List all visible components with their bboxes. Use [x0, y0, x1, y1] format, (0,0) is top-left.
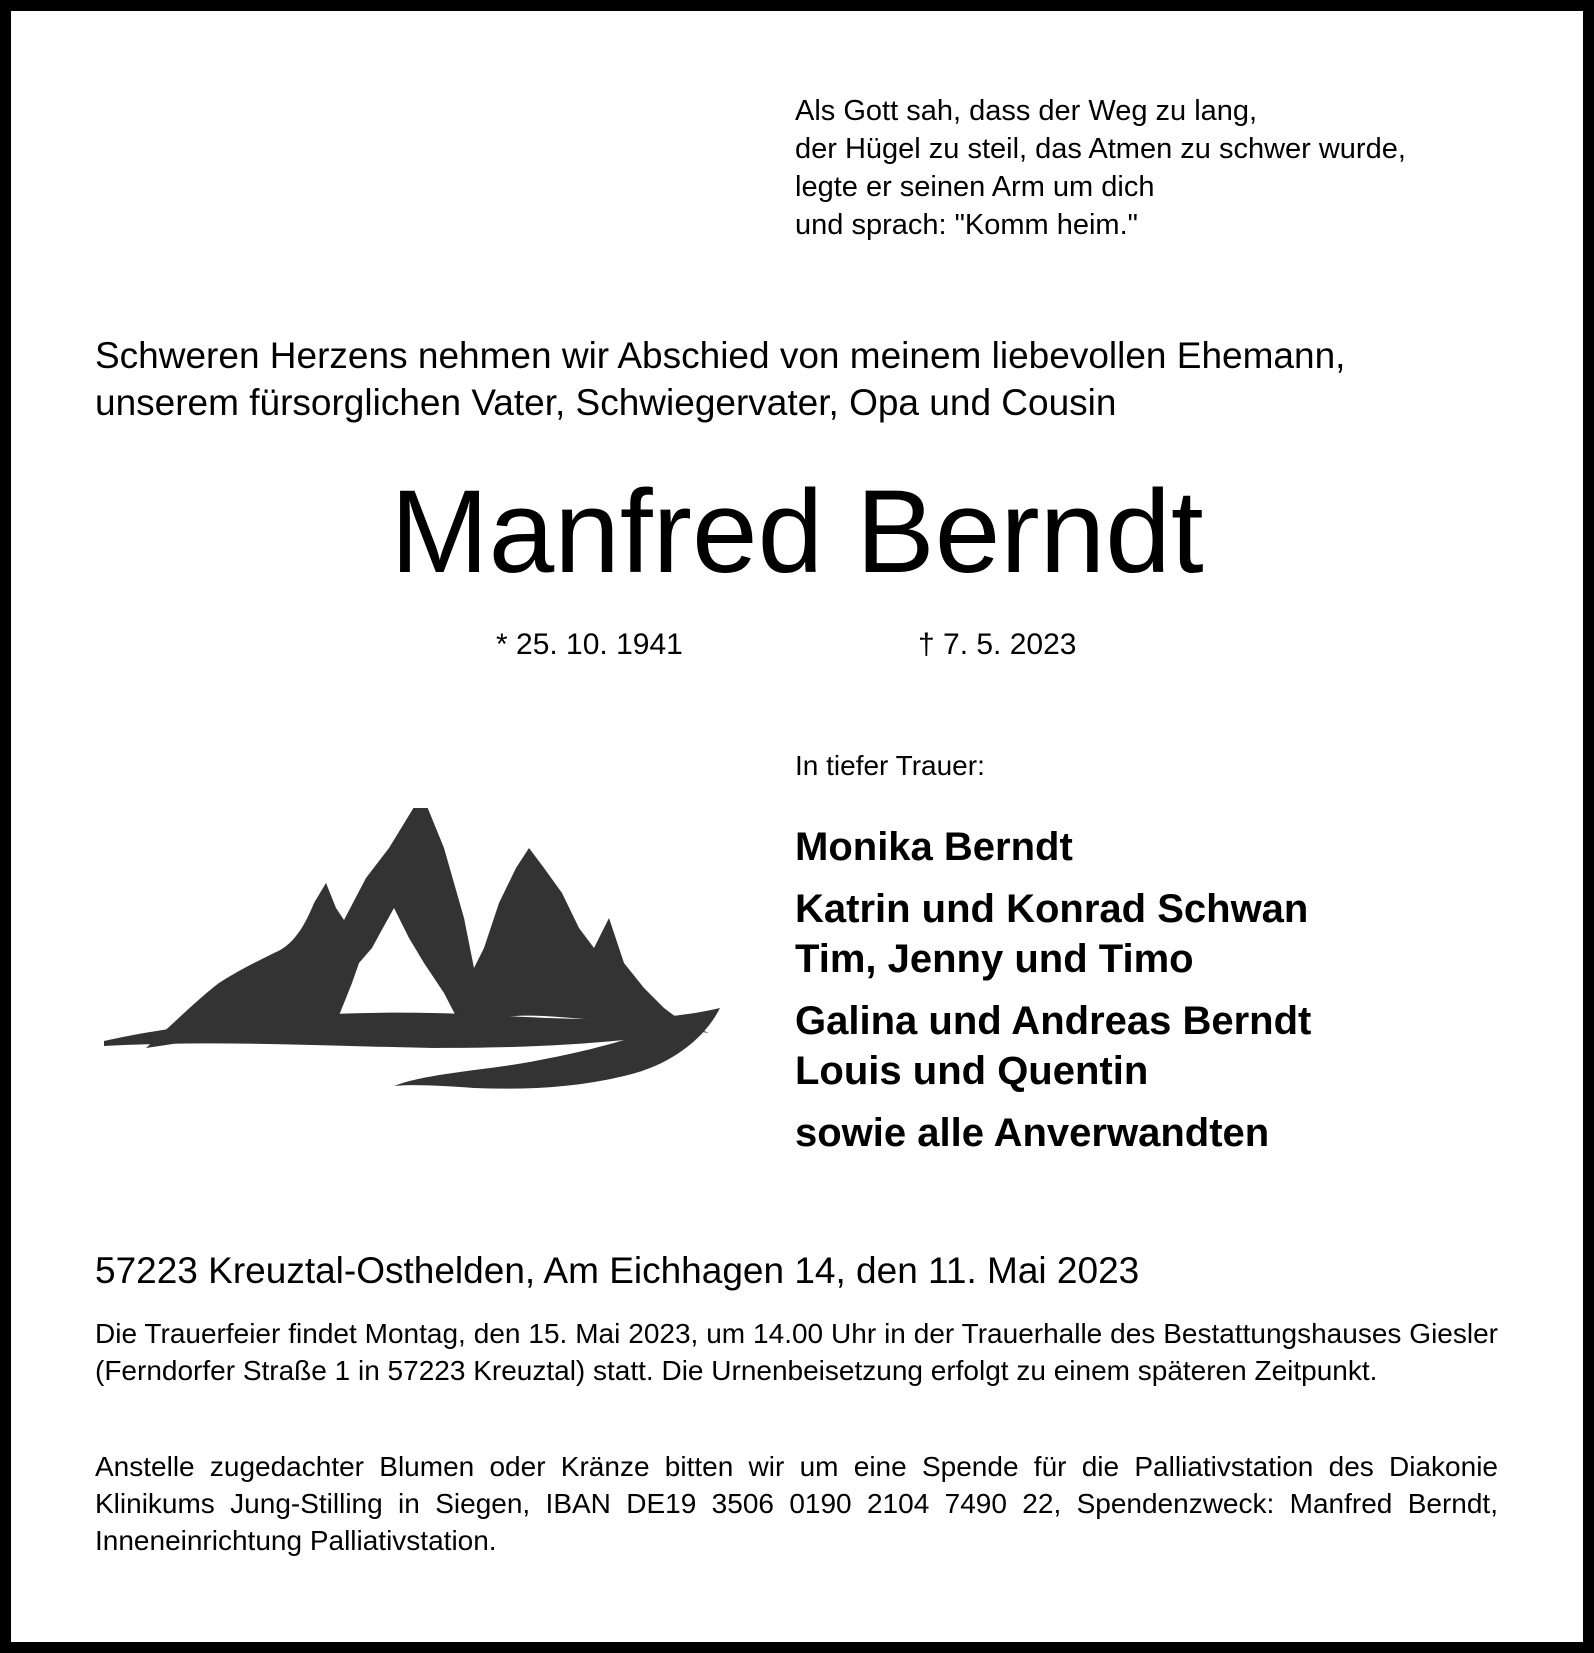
- birth-date: * 25. 10. 1941: [496, 628, 683, 661]
- place-and-date: 57223 Kreuztal-Osthelden, Am Eichhagen 14, den 11. Mai 2023: [95, 1250, 1140, 1291]
- mourner-name: Katrin und Konrad Schwan: [795, 887, 1309, 931]
- mourner-name: Monika Berndt: [795, 825, 1073, 869]
- intro-text: [95, 332, 1345, 426]
- donation-request: Anstelle zugedachter Blumen oder Kränze bitten wir um eine Spende für die Palliativstation des Diakonie Klinikums Jung-Stilling in Siegen, IBAN DE19 3506 0190 2104 7490 22, Spendenzweck: Manfred Berndt, Inneneinrichtung Palliativstation.: [95, 1451, 1498, 1556]
- mourner-group: [795, 1108, 1311, 1158]
- mourner-group: [795, 996, 1311, 1096]
- poem-line: legte er seinen Arm um dich: [795, 171, 1155, 203]
- intro-line: unserem fürsorglichen Vater, Schwiegervater, Opa und Cousin: [95, 382, 1117, 423]
- mourners-list: [795, 822, 1311, 1170]
- mourner-group: [795, 822, 1311, 872]
- mountain-peaks-shape: [146, 808, 709, 1048]
- poem-line: und sprach: "Komm heim.": [795, 209, 1138, 241]
- death-date: † 7. 5. 2023: [918, 628, 1077, 661]
- mourner-name: Louis und Quentin: [795, 1049, 1149, 1093]
- poem: [795, 92, 1406, 244]
- poem-line: der Hügel zu steil, das Atmen zu schwer wurde,: [795, 133, 1406, 165]
- deceased-name: Manfred Berndt: [390, 466, 1204, 598]
- poem-line: Als Gott sah, dass der Weg zu lang,: [795, 95, 1258, 127]
- funeral-details: Die Trauerfeier findet Montag, den 15. Mai 2023, um 14.00 Uhr in der Trauerhalle des Bestattungshauses Giesler (Ferndorfer Straße 1 in 57223 Kreuztal) statt. Die Urnenbeisetzung erfolgt zu einem späteren Zeitpunkt.: [95, 1318, 1498, 1386]
- mourner-name: Galina und Andreas Berndt: [795, 999, 1312, 1043]
- intro-line: Schweren Herzens nehmen wir Abschied von meinem liebevollen Ehemann,: [95, 335, 1346, 376]
- mountain-icon: [104, 808, 720, 1118]
- mourner-name: sowie alle Anverwandten: [795, 1111, 1270, 1155]
- mourner-group: [795, 884, 1311, 984]
- mourner-name: Tim, Jenny und Timo: [795, 937, 1194, 981]
- mourners-label: In tiefer Trauer:: [795, 750, 985, 781]
